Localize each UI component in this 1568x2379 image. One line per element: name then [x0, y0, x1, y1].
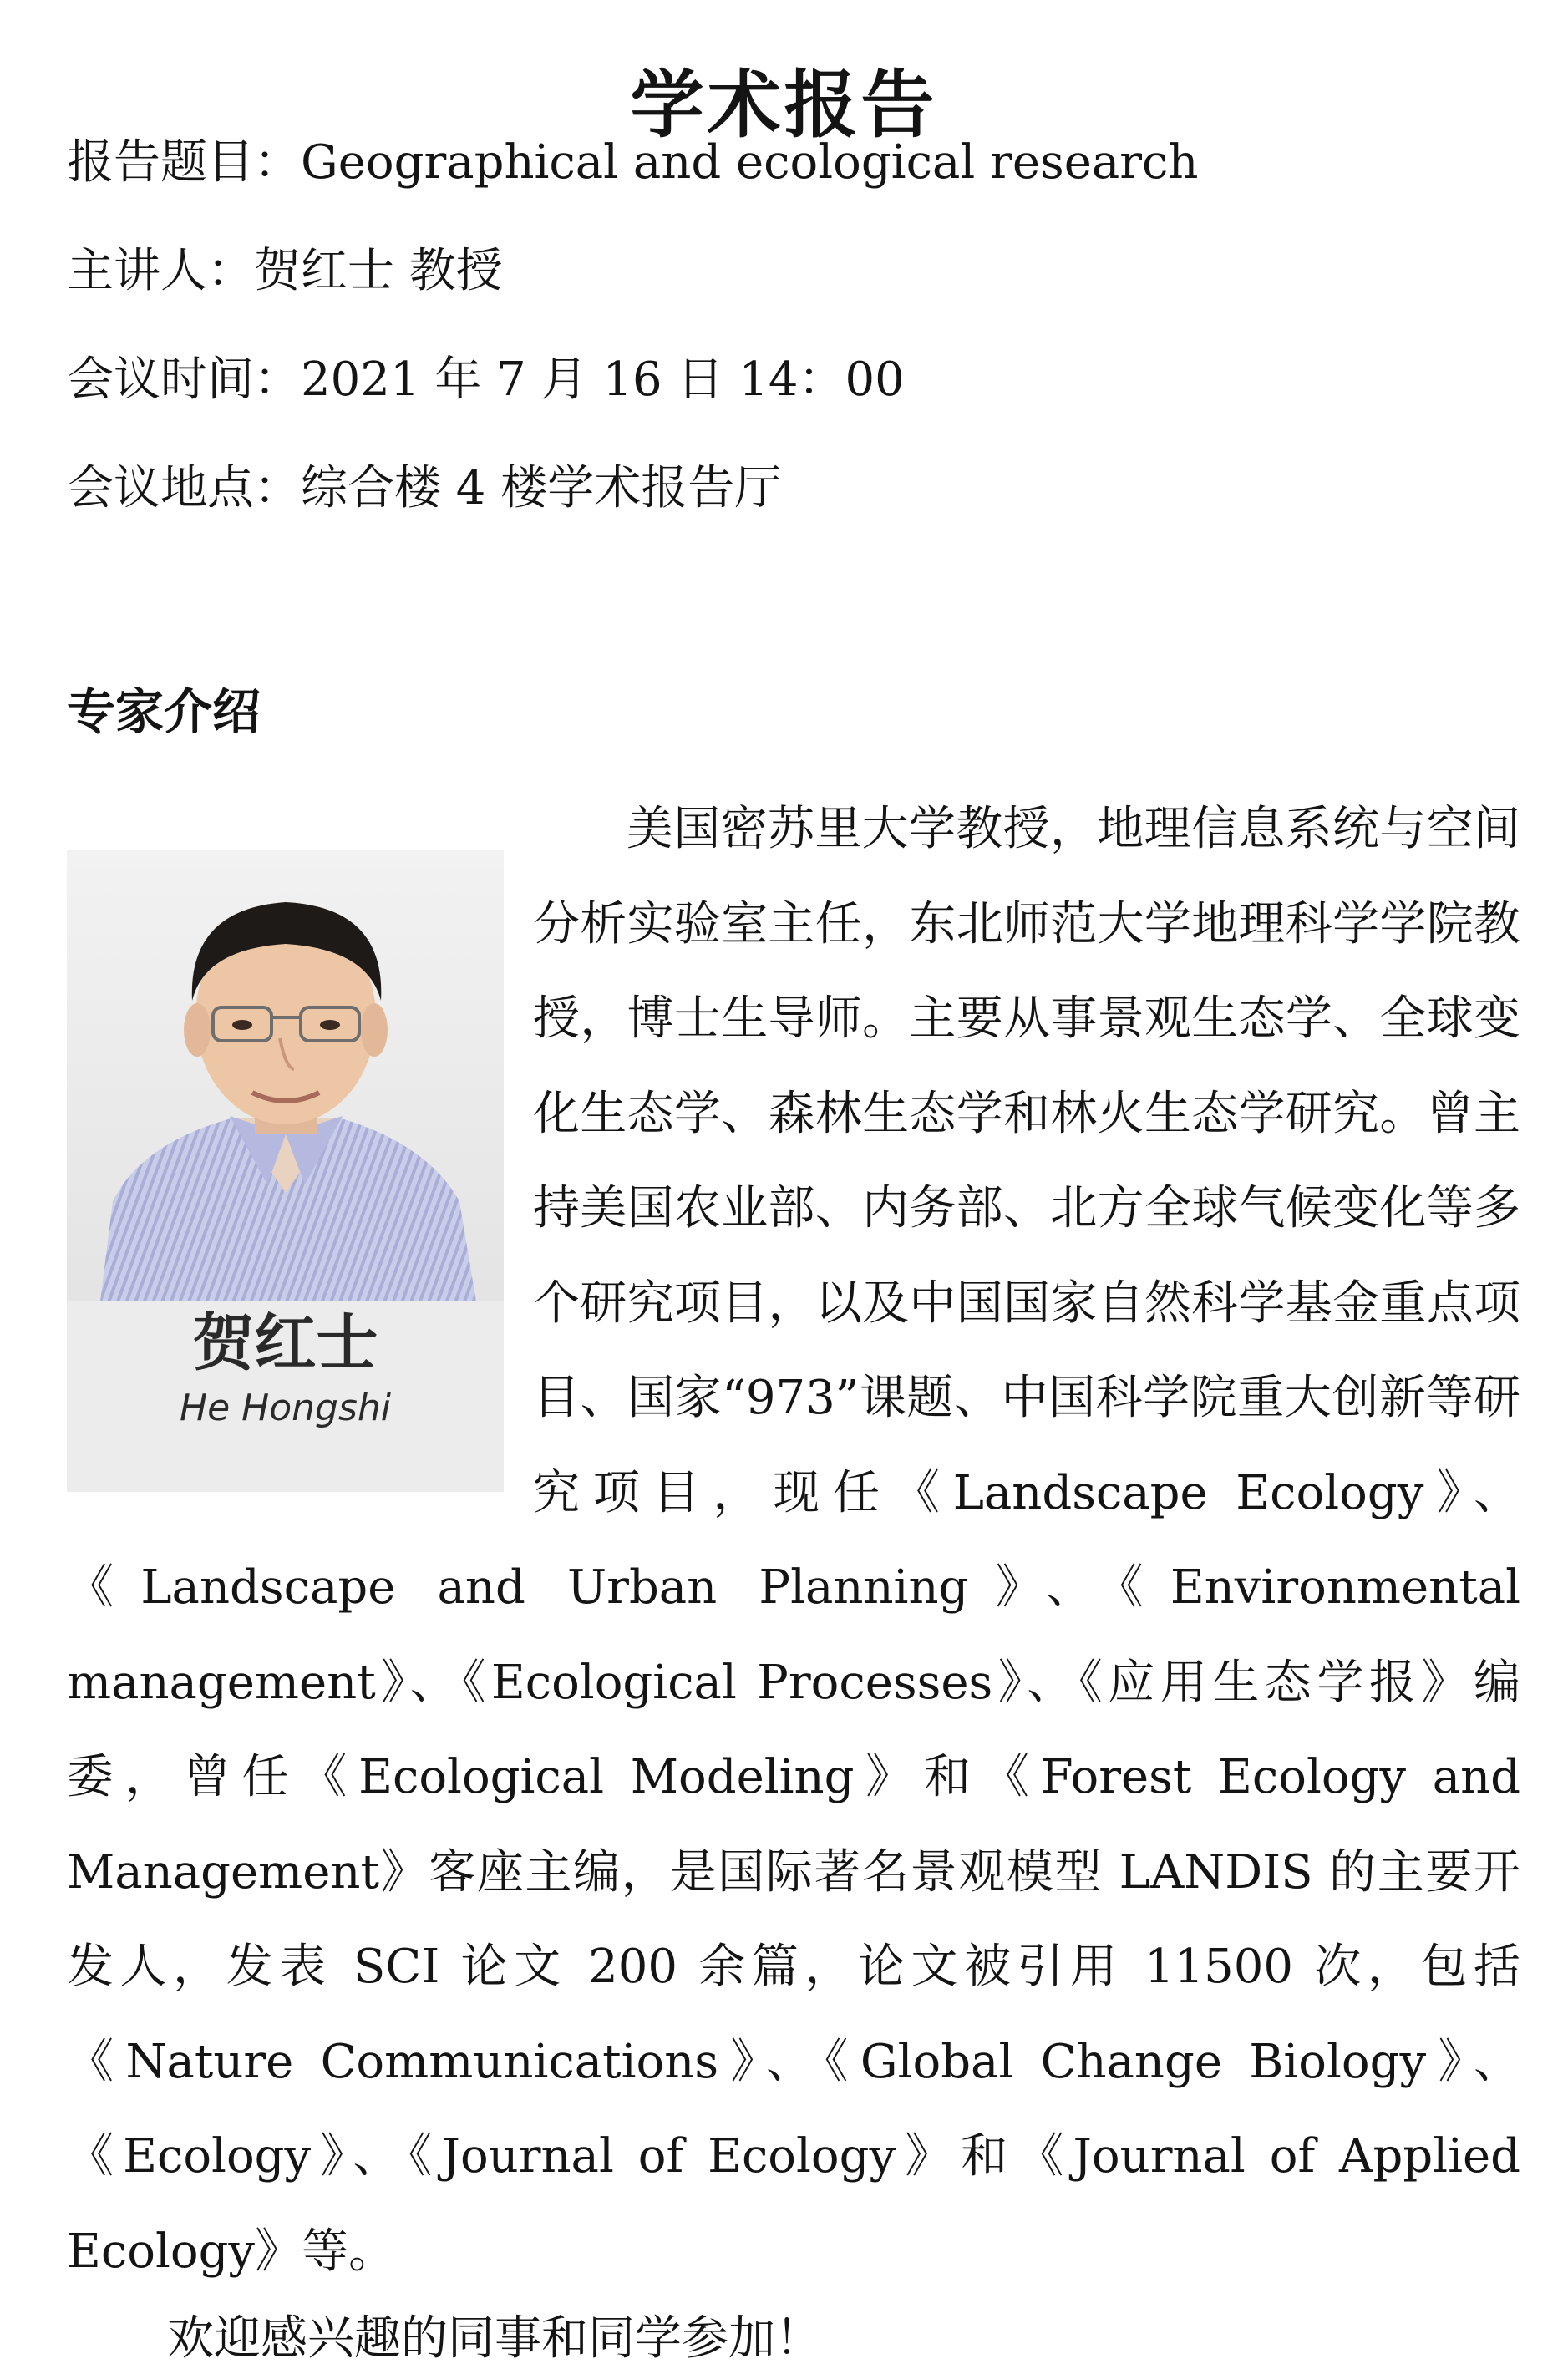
closing-invitation: 欢迎感兴趣的同事和同学参加！	[167, 2311, 822, 2366]
report-topic-label: 报告题目：	[67, 135, 301, 190]
meeting-time-label: 会议时间：	[67, 353, 301, 407]
report-topic-value: Geographical and ecological research	[301, 135, 1199, 190]
meeting-place-value: 综合楼 4 楼学术报告厅	[301, 461, 782, 515]
speaker-portrait-image	[67, 850, 504, 1301]
speaker-line	[67, 238, 1520, 305]
photo-caption-english-name: He Hongshi	[180, 1387, 391, 1429]
meeting-place-line	[67, 455, 1520, 522]
meeting-time-line	[67, 347, 1520, 413]
speaker-label: 主讲人：	[67, 244, 254, 298]
photo-caption-chinese-name: 贺红士	[192, 1307, 378, 1379]
meeting-place-label: 会议地点：	[67, 461, 301, 515]
expert-intro-heading: 专家介绍	[67, 683, 261, 740]
speaker-value: 贺红士 教授	[254, 244, 503, 298]
page-title: 学术报告	[630, 61, 938, 148]
meeting-time-value: 2021 年 7 月 16 日 14：00	[301, 353, 905, 407]
report-topic-line	[67, 129, 1520, 196]
speaker-photo	[67, 850, 504, 1492]
expert-bio-text: 美国密苏里大学教授，地理信息系统与空间分析实验室主任，东北师范大学地理科学学院教授，博士生导师。主要从事景观生态学、全球变化生态学、森林生态学和林火生态学研究。曾主持美国农业部、内务部、北方全球气候变化等多个研究项目，以及中国国家自然科学基金重点项目、国家“973”课题、中国科学院重大创新等研究项目，现任《Landscape Ecology》、《Landscape and Urban Planning》、《Environmental management》、《Ecological Processes》、《应用生态学报》编委，曾任《Ecological Modeling》和《Forest Ecology and Management》客座主编，是国际著名景观模型 LANDIS 的主要开发人，发表 SCI 论文 200 余篇，论文被引用 11500 次，包括《Nature Communications》、《Global Change Biology》、《Ecology》、《Journal of Ecology》和《Journal of Applied Ecology》等。	[67, 802, 1521, 2279]
